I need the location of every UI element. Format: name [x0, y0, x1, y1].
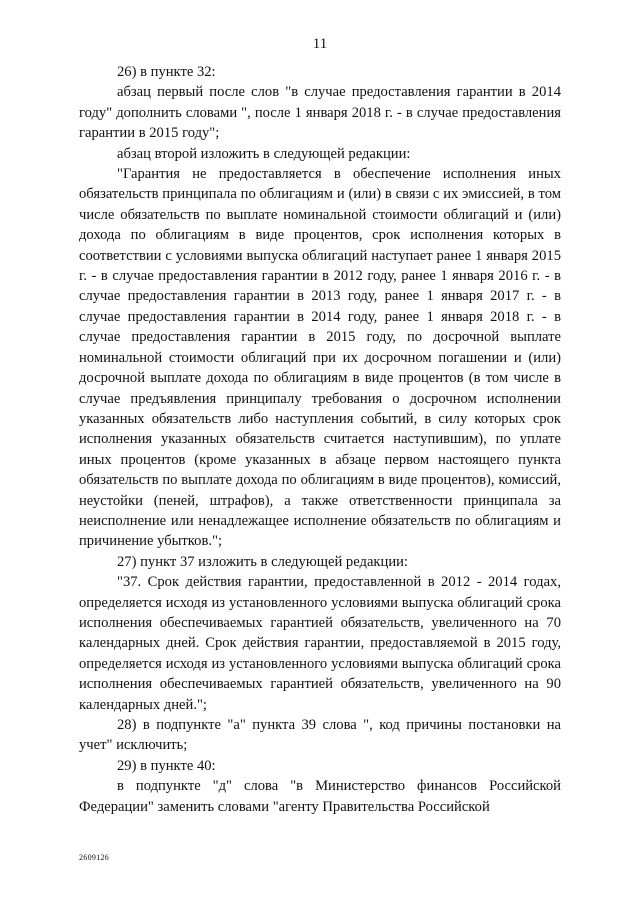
page-number: 11 — [312, 36, 328, 52]
paragraph: абзац первый после слов "в случае предоставления гарантии в 2014 году" дополнить словами ", после 1 января 2018 г. - в случае предоставления гарантии в 2015 году"; — [79, 84, 561, 142]
document-code: 2609126 — [79, 853, 110, 862]
paragraph: 27) пункт 37 изложить в следующей редакции: — [117, 553, 408, 570]
document-body — [79, 62, 561, 817]
paragraph: "Гарантия не предоставляется в обеспечение исполнения иных обязательств принципала по облигациям и (или) в связи с их эмиссией, в том числе обязательств по выплате номинальной стоимости облигаций и (или) дохода по облигациям в виде процентов, срок исполнения которых в соответствии с условиями выпуска облигаций наступает ранее 1 января 2015 г. - в случае предоставления гарантии в 2012 году, ранее 1 января 2016 г. - в случае предоставления гарантии в 2013 году, ранее 1 января 2017 г. - в случае предоставления гарантии в 2014 году, ранее 1 января 2018 г. - в случае предоставления гарантии в 2015 году, по досрочной выплате номинальной стоимости облигаций при их досрочном погашении и (или) досрочной выплате дохода по облигациям в виде процентов (в том числе в случае предъявления принципалу требования о досрочном исполнении указанных обязательств либо наступления событий, в силу которых срок исполнения указанных обязательств считается наступившим), по уплате иных процентов (кроме указанных в абзаце первом настоящего пункта обязательств по выплате дохода по облигациям в виде процентов), комиссий, неустойки (пеней, штрафов), а также ответственности принципала за неисполнение или ненадлежащее исполнение обязательств по облигациям и причинение убытков."; — [79, 166, 561, 550]
paragraph: 26) в пункте 32: — [117, 64, 216, 80]
paragraph: "37. Срок действия гарантии, предоставленной в 2012 - 2014 годах, определяется исходя из установленного условиями выпуска облигаций срока исполнения обеспечиваемых гарантией обязательств, увеличенного на 70 календарных дней. Срок действия гарантии, предоставляемой в 2015 году, определяется исходя из установленного условиями выпуска облигаций срока исполнения обеспечиваемых гарантией обязательств, увеличенного на 90 календарных дней."; — [79, 574, 561, 713]
paragraph: 29) в пункте 40: — [117, 757, 216, 774]
paragraph: 28) в подпункте "а" пункта 39 слова ", код причины постановки на учет" исключить; — [79, 717, 561, 754]
paragraph: в подпункте "д" слова "в Министерство финансов Российской Федерации" заменить словами "агенту Правительства Российской — [79, 778, 561, 815]
paragraph: абзац второй изложить в следующей редакции: — [117, 145, 411, 162]
